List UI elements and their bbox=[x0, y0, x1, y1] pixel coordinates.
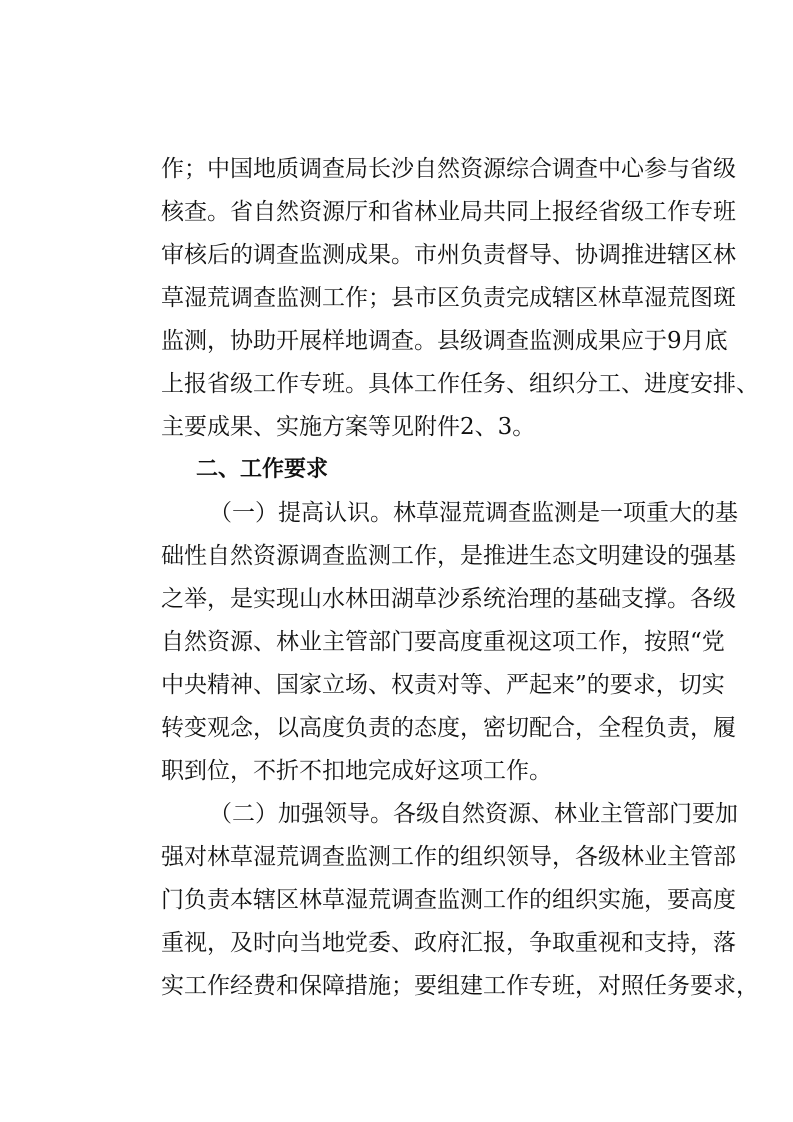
body-text-line: 实工作经费和保障措施；要组建工作专班，对照任务要求， bbox=[161, 973, 759, 999]
body-text-line: 转变观念，以高度负责的态度，密切配合，全程负责，履 bbox=[161, 715, 736, 741]
paragraph-first-line: （二）加强领导。各级自然资源、林业主管部门要加 bbox=[209, 801, 738, 827]
body-text-line: 主要成果、实施方案等见附件2、3。 bbox=[161, 414, 536, 440]
body-text-line: 草湿荒调查监测工作；县市区负责完成辖区林草湿荒图斑 bbox=[161, 285, 736, 311]
body-text-line: 上报省级工作专班。具体工作任务、组织分工、进度安排、 bbox=[161, 371, 759, 397]
body-text-line: 作；中国地质调查局长沙自然资源综合调查中心参与省级 bbox=[161, 156, 736, 182]
body-text-line: 之举，是实现山水林田湖草沙系统治理的基础支撑。各级 bbox=[161, 586, 736, 612]
body-text-line: 监测，协助开展样地调查。县级调查监测成果应于9月底 bbox=[161, 328, 728, 354]
body-text-line: 础性自然资源调查监测工作，是推进生态文明建设的强基 bbox=[161, 543, 736, 569]
body-text-line: 审核后的调查监测成果。市州负责督导、协调推进辖区林 bbox=[161, 242, 736, 268]
body-text-line: 强对林草湿荒调查监测工作的组织领导，各级林业主管部 bbox=[161, 844, 736, 870]
body-text-line: 门负责本辖区林草湿荒调查监测工作的组织实施，要高度 bbox=[161, 887, 736, 913]
section-heading: 二、工作要求 bbox=[196, 457, 329, 482]
paragraph-first-line: （一）提高认识。林草湿荒调查监测是一项重大的基 bbox=[209, 500, 738, 526]
body-text-line: 职到位，不折不扣地完成好这项工作。 bbox=[161, 758, 552, 784]
body-text-line: 自然资源、林业主管部门要高度重视这项工作，按照“党 bbox=[161, 629, 725, 655]
body-text-line: 中央精神、国家立场、权责对等、严起来”的要求，切实 bbox=[161, 672, 725, 698]
body-text-line: 核查。省自然资源厅和省林业局共同上报经省级工作专班 bbox=[161, 199, 736, 225]
body-text-line: 重视，及时向当地党委、政府汇报，争取重视和支持，落 bbox=[161, 930, 736, 956]
